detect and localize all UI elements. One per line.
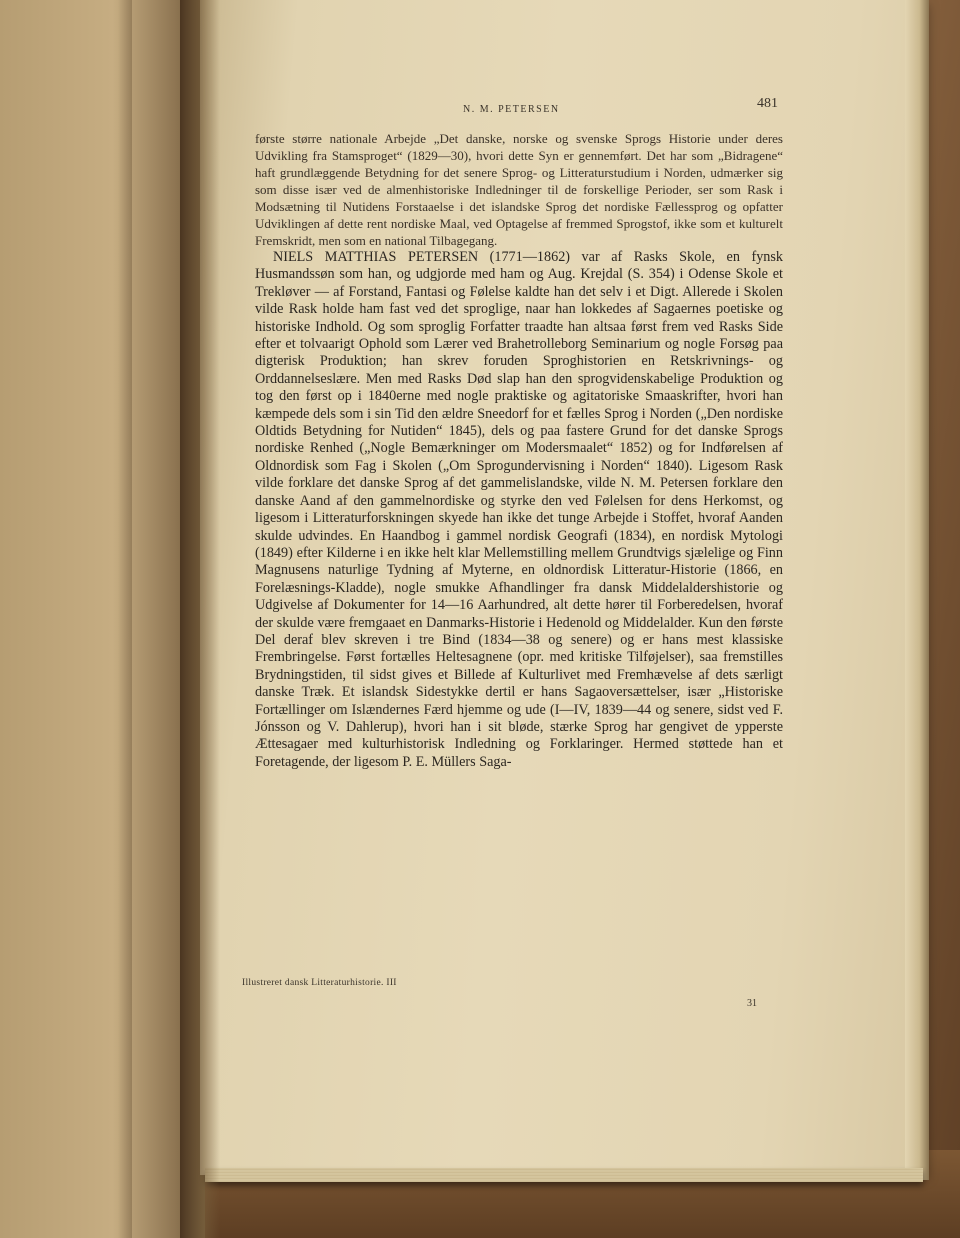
book-gutter bbox=[180, 0, 220, 1238]
page-edge bbox=[905, 0, 929, 1180]
left-page bbox=[0, 0, 205, 1238]
body-text bbox=[255, 130, 783, 771]
page-stack-edge bbox=[205, 1168, 923, 1182]
page-number: 481 bbox=[757, 96, 778, 111]
intro-paragraph: første større nationale Arbejde „Det danske, norske og svenske Sprogs Historie under deres Udvikling fra Stamsproget“ (1829—30), hvori dette Syn er gennemført. Det har som „Bidragene“ haft grundlæggende Betydning for det senere Sprog- og Litteraturstudium i Norden, udmærker sig som disse især ved de almenhistoriske Indledninger til de forskellige Perioder, ser som Rask i Modsætning til Nutidens Forstaaelse i det islandske Sprog det nordiske Fællessprog og opfatter Udviklingen af dette rent nordiske Maal, ved Optagelse af fremmed Sprogstof, ikke som et kulturelt Fremskridt, men som en national Tilbagegang. bbox=[255, 131, 783, 248]
signature-number: 31 bbox=[747, 998, 757, 1009]
footer-note: Illustreret dansk Litteraturhistorie. III bbox=[242, 978, 397, 988]
left-page-shadow bbox=[118, 0, 132, 1238]
running-head: N. M. PETERSEN bbox=[463, 104, 560, 115]
main-paragraph: NIELS MATTHIAS PETERSEN (1771—1862) var af Rasks Skole, en fynsk Husmandssøn som han, og udgjorde med ham og Aug. Krejdal (S. 354) i Odense Skole et Trekløver — af Forstand, Fantasi og Følelse kaldte han det selv i et Digt. Allerede i Skolen vilde Rask holde ham fast ved det sproglige, naar han lokkedes af Sagaernes poetiske og historiske Indhold. Og som sproglig Forfatter traadte han altsaa først frem ved Rasks Side efter et tolvaarigt Ophold som Lærer ved Brahetrolleborg Seminarium og nogle Forsøg paa digterisk Produktion; han skrev foruden Sproghistorien en Retskrivnings- og Orddannelseslære. Men med Rasks Død slap han den sprogvidenskabelige Produktion og tog den først op i 1840erne med nogle praktiske og agitatoriske Smaaskrifter, hvori han kæmpede dels som i sin Tid den ældre Sneedorf for et fælles Sprog i Norden („Den nordiske Oldtids Betydning for Nutiden“ 1845), dels og paa fastere Grund for det danske Sprogs nordiske Renhed („Nogle Bemærkninger om Modersmaalet“ 1852) og for Indførelsen af Oldnordisk som Fag i Skolen („Om Sprogundervisning i Norden“ 1840). Ligesom Rask vilde forklare det danske Sprog af det gammelislandske, vilde N. M. Petersen forklare den danske Aand af den gammelnordiske og styrke den ved Følelsen for dens Herkomst, og ligesom i Litteraturforskningen skyede han ikke det tunge Arbejde i Stoffet, hvoraf Aanden skulde udvindes. En Haandbog i gammel nordisk Geografi (1834), en nordisk Mytologi (1849) efter Kilderne i en ikke helt klar Mellemstilling mellem Grundtvigs sjælelige og Finn Magnusens naturlige Tydning af Myterne, en oldnordisk Litteratur-Historie (1866, en Forelæsnings-Kladde), nogle smukke Afhandlinger fra dansk Middelaldershistorie og Udgivelse af Dokumenter for 14—16 Aarhundred, alt dette hører til Forberedelsen, hvoraf der skulde være fremgaaet en Danmarks-Historie i Hedenold og Middelalder. Kun den første Del deraf blev skreven i tre Bind (1834—38 og senere) og er hans mest klassiske Frembringelse. Først fortælles Heltesagnene (opr. med kritiske Tilføjelser), saa fremstilles Brydningstiden, til sidst gives et Billede af Kulturlivet med Fremhævelse af dets særligt danske Træk. Et islandsk Sidestykke dertil er hans Sagaoversættelser, især „Historiske Fortællinger om Islændernes Færd hjemme og ude (I—IV, 1839—44 og senere, sidst ved F. Jónsson og V. Dahlerup), hvori han i sit bløde, stærke Sprog har gengivet de ypperste Ættesagaer med kulturhistorisk Indledning og Forklaringer. Hermed støttede han et Foretagende, der ligesom P. E. Müllers Saga- bbox=[255, 249, 783, 770]
